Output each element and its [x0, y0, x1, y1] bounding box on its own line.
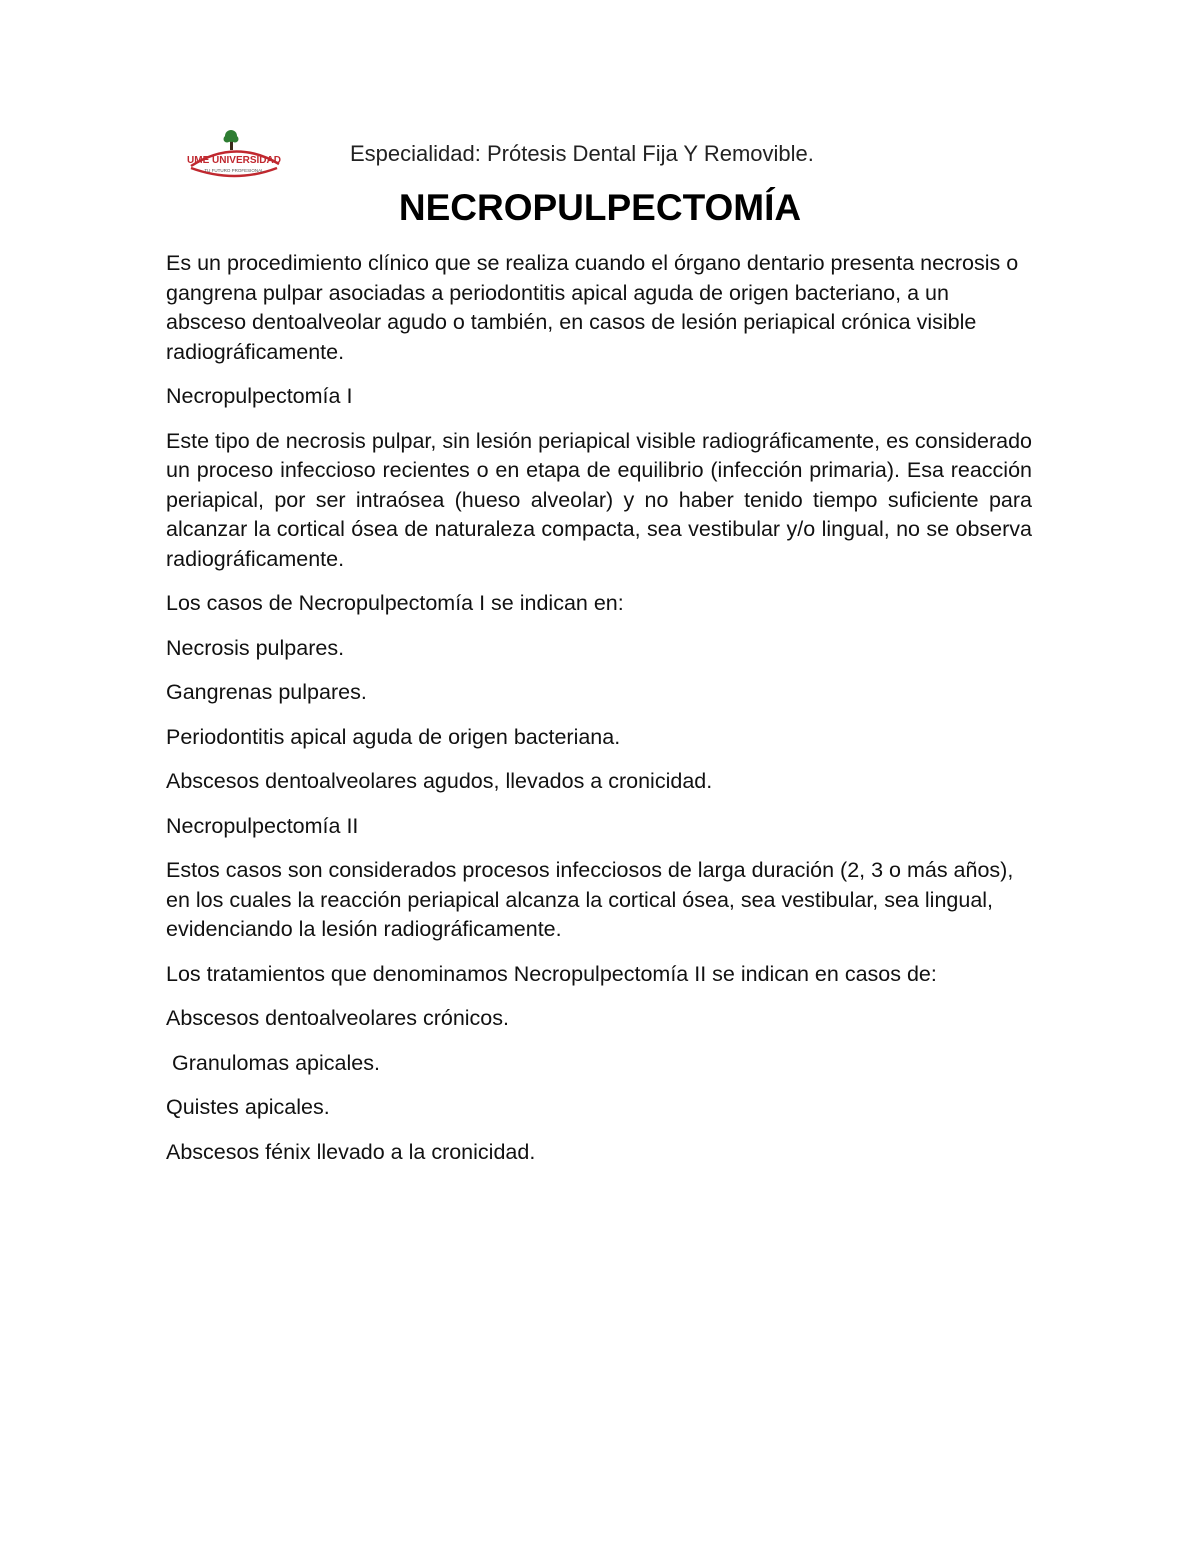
logo-tagline: TU FUTURO PROFESIONAL	[204, 168, 264, 173]
tree-icon	[224, 130, 239, 150]
specialty-line: Especialidad: Prótesis Dental Fija Y Removible.	[350, 141, 814, 166]
list-item: Granulomas apicales.	[172, 1050, 380, 1075]
list-item: Quistes apicales.	[166, 1095, 330, 1119]
list-item: Abscesos fénix llevado a la cronicidad.	[166, 1139, 536, 1164]
type2-heading: Necropulpectomía II	[166, 813, 359, 838]
university-logo	[185, 128, 285, 188]
document-title: NECROPULPECTOMÍA	[398, 187, 802, 228]
type2-indications-intro: Los tratamientos que denominamos Necropulpectomía II se indican en casos de:	[166, 961, 937, 986]
type1-description: Este tipo de necrosis pulpar, sin lesión periapical visible radiográficamente, es considerado un proceso infeccioso recientes o en etapa de equilibrio (infección primaria). Esa reacción periapical, por ser intraósea (hueso alveolar) y no haber tenido tiempo suficiente para alcanzar la cortical ósea de naturaleza compacta, sea vestibular y/o lingual, no se observa radiográficamente.	[166, 428, 1032, 571]
document-body	[166, 249, 1032, 1182]
intro-paragraph: Es un procedimiento clínico que se realiza cuando el órgano dentario presenta necrosis o gangrena pulpar asociadas a periodontitis apical aguda de origen bacteriano, a un absceso dentoalveolar agudo o también, en casos de lesión periapical crónica visible radiográficamente.	[166, 251, 1019, 364]
list-item: Necrosis pulpares.	[166, 635, 345, 660]
type1-heading: Necropulpectomía I	[166, 384, 353, 408]
type2-description: Estos casos son considerados procesos infecciosos de larga duración (2, 3 o más años), en los cuales la reacción periapical alcanza la cortical ósea, sea vestibular, sea lingual, evidenciando la lesión radiográficamente.	[166, 858, 1014, 941]
list-item: Abscesos dentoalveolares agudos, llevados a cronicidad.	[166, 769, 713, 793]
logo-name: UME UNIVERSIDAD	[187, 155, 281, 166]
type1-indications-intro: Los casos de Necropulpectomía I se indican en:	[166, 591, 624, 615]
list-item: Gangrenas pulpares.	[166, 680, 367, 704]
list-item: Abscesos dentoalveolares crónicos.	[166, 1006, 509, 1030]
list-item: Periodontitis apical aguda de origen bacteriana.	[166, 724, 621, 749]
